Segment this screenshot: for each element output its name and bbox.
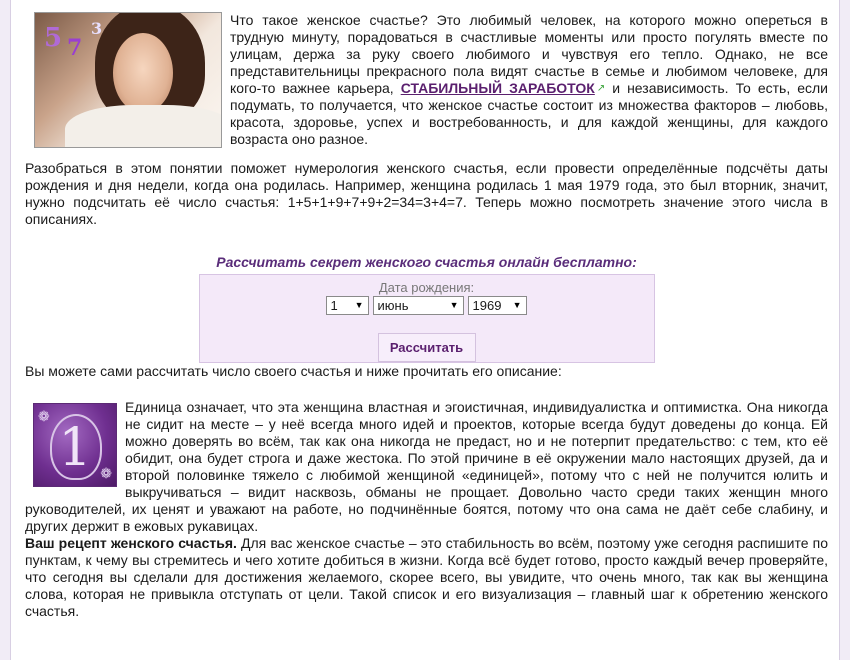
birth-date-label: Дата рождения:: [378, 280, 475, 295]
instruction-paragraph: Вы можете сами рассчитать число своего счастья и ниже прочитать его описание:: [25, 363, 562, 379]
recipe-heading: Ваш рецепт женского счастья.: [25, 535, 237, 551]
photo-face: [113, 33, 173, 113]
day-select[interactable]: [326, 296, 369, 315]
birth-date-selects: [326, 296, 527, 315]
chevron-down-icon: ▼: [512, 300, 522, 310]
page: [10, 0, 840, 660]
woman-photo: [34, 12, 222, 148]
calculator-title: Рассчитать секрет женского счастья онлайн бесплатно:: [216, 254, 637, 270]
recipe-text: Для вас женское счастье – это стабильность во всём, поэтому уже сегодня распишите по пунктам, к чему вы стремитесь и чего хотите добиться в жизни. Когда всё будет готово, просто каждый вечер проверяйте, что сегодня вы сделали для достижения желаемого, скорее всего, вы увидите, что очень много, так как вы женщина слова, которая не привыкла отступать от цели. Такой список и его визуализация – главный шаг к обретению женского счастья.: [25, 535, 828, 619]
photo-numeral: 3: [91, 19, 103, 38]
intro-text-end: и независимость. То есть, если подумать, то получается, что женское счастье состоит из множества факторов – любовь, красота, здоровье, успех и востребованность, и для каждой женщины, для каждого возраста оно разное.: [230, 80, 829, 147]
photo-sweater: [65, 105, 222, 148]
year-value: 1969: [472, 298, 502, 313]
chevron-down-icon: ▼: [354, 300, 364, 310]
intro-text-start: Что такое женское счастье? Это любимый человек, на которого можно опереться в трудную минуту, порадоваться в счастливые моменты или просто погулять вместе по улицам, держа за руку своего любимого и чувствуя его тепло. Однако, не все представительницы прекрасного пола видят счастье в семье и любимом человеке, для кого-то важнее карьера,: [230, 12, 828, 96]
intro-section: [25, 0, 828, 160]
calculator-form: [199, 274, 655, 363]
number-one-image: [33, 403, 117, 487]
year-select[interactable]: [468, 296, 527, 315]
number-digit: 1: [58, 418, 92, 478]
day-value: 1: [330, 298, 338, 313]
chevron-down-icon: ▼: [449, 300, 459, 310]
month-value: июнь: [377, 298, 409, 313]
recipe-paragraph: [25, 535, 828, 620]
stable-earnings-link[interactable]: СТАБИЛЬНЫЙ ЗАРАБОТОК: [400, 80, 595, 96]
photo-numeral: 5: [44, 23, 63, 53]
article: [25, 0, 828, 620]
number-one-description: Единица означает, что эта женщина властная и эгоистичная, индивидуалистка и оптимистка. Она никогда не сидит на месте – у неё всегда много идей и проектов, которые всегда будут доведены до конца. Ей можно доверять во всём, так как она никогда не предаст, но и не потерпит предательство: с тем, кто её обидит, она будет строга и даже жестока. По этой причине в её окружении мало настоящих друзей, да и второй половинке тяжело с любимой женщиной «единицей», потому что с ней не получится юлить и выкручиваться – видит насквозь, обманы не прощает. Довольно часто среди таких женщин много руководителей, их ценят и уважают на работе, но подчинённые боятся, потому что она сама не даёт себе слабину, и других держит в ежовых рукавицах.: [25, 399, 828, 534]
calculate-button[interactable]: Рассчитать: [378, 333, 476, 362]
photo-numeral: 7: [67, 35, 83, 61]
flourish-icon: ❁: [38, 408, 50, 424]
number-one-section: [25, 399, 828, 620]
external-link-icon: ↗: [596, 83, 606, 94]
flourish-icon: ❁: [100, 465, 112, 481]
month-select[interactable]: [373, 296, 464, 315]
numerology-paragraph: Разобраться в этом понятии поможет нумерология женского счастья, если провести определённые подсчёты даты рождения и дня недели, когда она родилась. Например, женщина родилась 1 мая 1979 года, это был вторник, значит, нужно подсчитать её число счастья: 1+5+1+9+7+9+2=34=3+4=7. Теперь можно посмотреть значение этого числа в описаниях.: [25, 160, 828, 227]
intro-paragraph: [230, 12, 828, 148]
